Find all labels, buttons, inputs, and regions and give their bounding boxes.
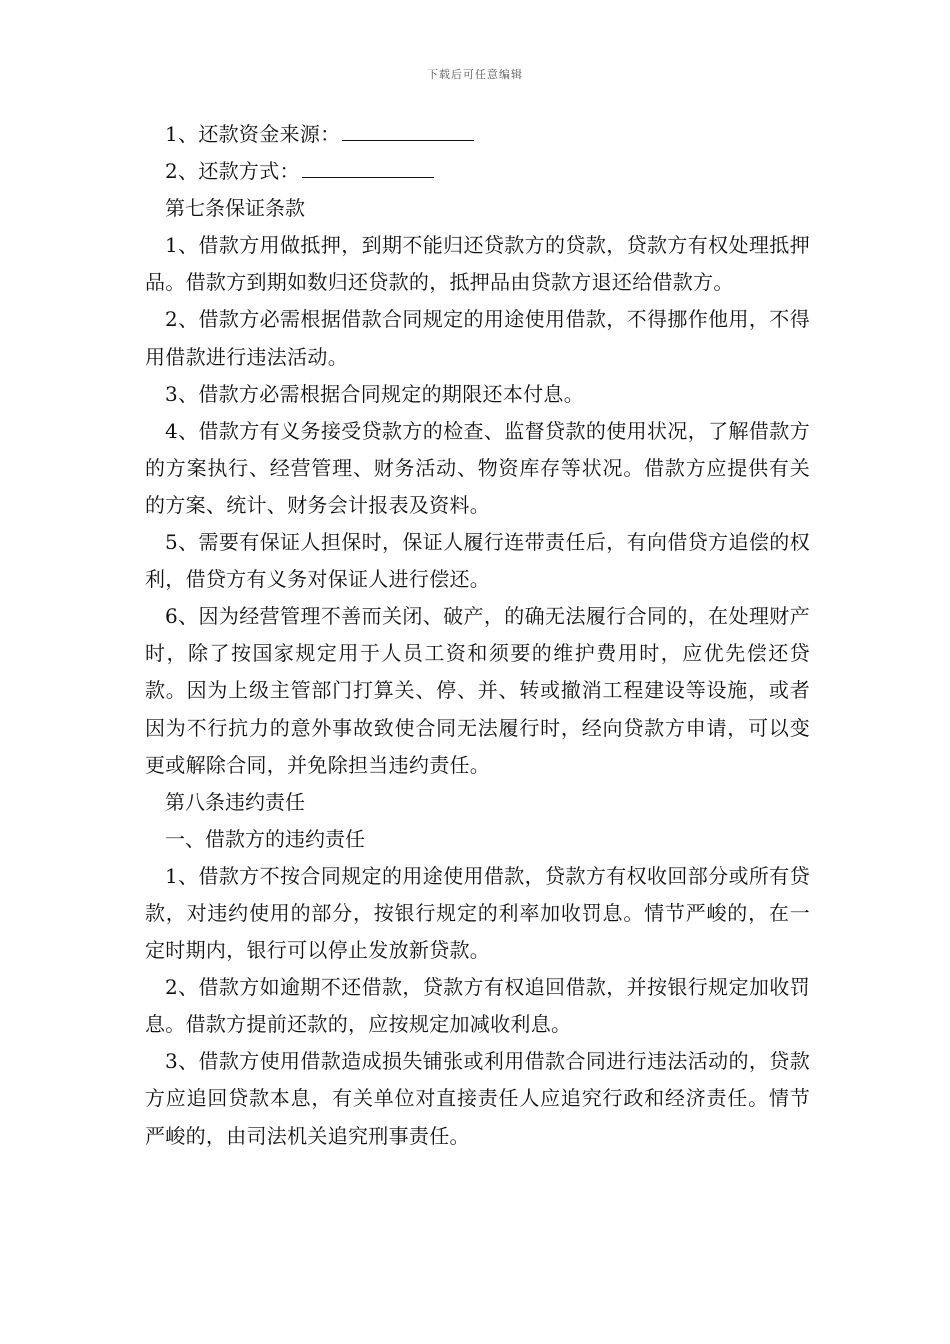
article-8-item-3: 3、借款方使用借款造成损失铺张或利用借款合同进行违法活动的，贷款方应追回贷款本息，有关单位对直接责任人应追究行政和经济责任。情节严峻的，由司法机关追究刑事责任。 [145, 1049, 810, 1148]
article-7-item-4: 4、借款方有义务接受贷款方的检查、监督贷款的使用状况，了解借款方的方案执行、经营管理、财务活动、物资库存等状况。借款方应提供有关的方案、统计、财务会计报表及资料。 [145, 418, 810, 517]
article-8-subtitle: 一、借款方的违约责任 [165, 826, 365, 851]
article-7-item-5: 5、需要有保证人担保时，保证人履行连带责任后，有向借贷方追偿的权利，借贷方有义务对保证人进行偿还。 [145, 530, 810, 592]
repayment-source-line [145, 116, 810, 153]
article-7-item-2: 2、借款方必需根据借款合同规定的用途使用借款，不得挪作他用，不得用借款进行违法活动。 [145, 307, 810, 369]
page-header: 下载后可任意编辑 [427, 68, 523, 81]
repayment-method-line [145, 153, 810, 190]
article-7-title: 第七条保证条款 [165, 196, 305, 221]
article-8-item-1: 1、借款方不按合同规定的用途使用借款，贷款方有权收回部分或所有贷款，对违约使用的部分，按银行规定的利率加收罚息。情节严峻的，在一定时期内，银行可以停止发放新贷款。 [145, 863, 810, 963]
repayment-source-blank [342, 122, 474, 141]
repayment-source-label: 1、还款资金来源： [165, 122, 341, 146]
article-7-item-3: 3、借款方必需根据合同规定的期限还本付息。 [165, 381, 585, 406]
article-8-item-2: 2、借款方如逾期不还借款，贷款方有权追回借款，并按银行规定加收罚息。借款方提前还款的，应按规定加减收利息。 [145, 975, 810, 1037]
article-7-item-1: 1、借款方用做抵押，到期不能归还贷款方的贷款，贷款方有权处理抵押品。借款方到期如数归还贷款的，抵押品由贷款方退还给借款方。 [145, 233, 810, 295]
article-7-item-6: 6、因为经营管理不善而关闭、破产，的确无法履行合同的，在处理财产时，除了按国家规定用于人员工资和须要的维护费用时，应优先偿还贷款。因为上级主管部门打算关、停、并、转或撤消工程建设等设施，或者因为不行抗力的意外事故致使合同无法履行时，经向贷款方申请，可以变更或解除合同，并免除担当违约责任。 [145, 604, 810, 777]
article-8-title: 第八条违约责任 [165, 789, 305, 814]
repayment-method-blank [302, 159, 434, 178]
repayment-method-label: 2、还款方式： [165, 159, 300, 184]
document-body [145, 116, 810, 1155]
